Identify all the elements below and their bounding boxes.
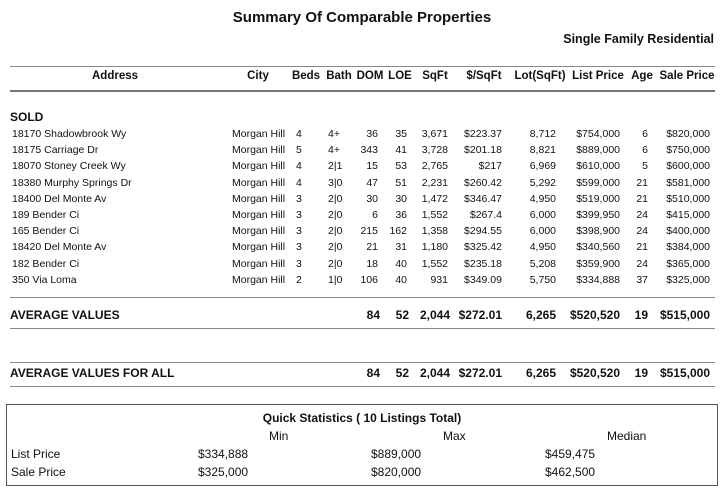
cell-list-price: $599,000 — [576, 176, 620, 189]
cell-loe: 40 — [395, 257, 407, 270]
quick-stats-row — [7, 447, 717, 463]
table-row — [0, 274, 724, 290]
cell-bath: 2|1 — [328, 160, 343, 173]
cell-age: 21 — [636, 176, 648, 189]
cell-loe: 40 — [395, 273, 407, 286]
cell-beds: 5 — [296, 144, 302, 157]
cell-per-sqft: $346.47 — [464, 192, 502, 205]
header-lot: Lot(SqFt) — [514, 70, 566, 82]
cell-bath: 2|0 — [328, 225, 343, 238]
cell-age: 21 — [636, 192, 648, 205]
cell-per-sqft: $260.42 — [464, 176, 502, 189]
cell-loe: 31 — [395, 241, 407, 254]
cell-bath: 2|0 — [328, 209, 343, 221]
cell-address: 18400 Del Monte Av — [12, 192, 107, 205]
cell-sqft: 1,180 — [421, 241, 448, 254]
average-all-list-price: $520,520 — [569, 366, 620, 380]
cell-address: 18175 Carriage Dr — [12, 144, 99, 157]
cell-city: Morgan Hill — [232, 209, 286, 221]
quick-stats-max-header: Max — [443, 429, 466, 443]
header-bath: Bath — [326, 70, 352, 82]
cell-bath: 2|0 — [328, 257, 343, 270]
average-all-age: 19 — [634, 366, 648, 380]
table-row — [0, 258, 724, 274]
cell-age: 6 — [642, 128, 648, 140]
cell-per-sqft: $223.37 — [464, 128, 502, 140]
cell-bath: 3|0 — [328, 176, 343, 189]
cell-dom: 106 — [360, 273, 378, 286]
cell-sale-price: $325,000 — [666, 273, 710, 286]
cell-sqft: 931 — [430, 273, 448, 286]
cell-sale-price: $581,000 — [666, 176, 710, 189]
cell-per-sqft: $217 — [478, 160, 502, 173]
table-row — [0, 144, 724, 160]
cell-sale-price: $365,000 — [666, 257, 710, 270]
cell-lot: 5,292 — [529, 176, 556, 189]
cell-city: Morgan Hill — [232, 160, 286, 173]
cell-city: Morgan Hill — [232, 176, 286, 189]
cell-sale-price: $600,000 — [666, 160, 710, 173]
cell-city: Morgan Hill — [232, 128, 286, 140]
cell-beds: 4 — [296, 176, 302, 189]
cell-list-price: $359,900 — [576, 257, 620, 270]
cell-sqft: 2,765 — [421, 160, 448, 173]
cell-address: 350 Via Loma — [12, 273, 77, 286]
cell-age: 24 — [636, 225, 648, 238]
cell-loe: 51 — [395, 176, 407, 189]
table-row — [0, 209, 724, 225]
table-row — [0, 225, 724, 241]
cell-city: Morgan Hill — [232, 225, 286, 238]
cell-loe: 30 — [395, 192, 407, 205]
cell-lot: 4,950 — [529, 241, 556, 254]
cell-loe: 41 — [395, 144, 407, 157]
cell-dom: 47 — [366, 176, 378, 189]
average-all-sqft: 2,044 — [419, 366, 450, 380]
quick-stats-min: $325,000 — [198, 465, 249, 479]
cell-lot: 8,821 — [529, 144, 556, 157]
average-dom: 84 — [366, 308, 380, 322]
cell-loe: 162 — [389, 225, 407, 238]
table-row — [0, 193, 724, 209]
average-all-dom: 84 — [366, 366, 380, 380]
cell-per-sqft: $349.09 — [464, 273, 502, 286]
cell-sale-price: $384,000 — [666, 241, 710, 254]
cell-lot: 6,000 — [529, 225, 556, 238]
quick-stats-label: Sale Price — [11, 465, 66, 479]
cell-bath: 2|0 — [328, 192, 343, 205]
quick-stats-min: $334,888 — [198, 447, 249, 461]
cell-age: 21 — [636, 241, 648, 254]
cell-beds: 3 — [296, 225, 302, 238]
cell-dom: 6 — [372, 209, 378, 221]
cell-age: 37 — [636, 273, 648, 286]
cell-list-price: $519,000 — [576, 192, 620, 205]
divider — [10, 328, 715, 329]
cell-per-sqft: $294.55 — [464, 225, 502, 238]
divider — [10, 386, 715, 387]
header-sqft: SqFt — [422, 70, 448, 82]
table-row — [0, 177, 724, 193]
cell-beds: 3 — [296, 257, 302, 270]
cell-dom: 18 — [366, 257, 378, 270]
table-row — [0, 160, 724, 176]
section-label: SOLD — [10, 110, 44, 124]
cell-bath: 4+ — [328, 128, 340, 140]
cell-sqft: 1,358 — [421, 225, 448, 238]
cell-beds: 3 — [296, 209, 302, 221]
quick-statistics-box — [6, 404, 718, 486]
cell-per-sqft: $235.18 — [464, 257, 502, 270]
header-per-sqft: $/SqFt — [466, 70, 502, 82]
cell-lot: 5,750 — [529, 273, 556, 286]
average-age: 19 — [634, 308, 648, 322]
average-values-row — [0, 308, 724, 324]
cell-list-price: $334,888 — [576, 273, 620, 286]
cell-dom: 21 — [366, 241, 378, 254]
quick-statistics-title: Quick Statistics ( 10 Listings Total) — [262, 411, 462, 425]
divider — [10, 66, 715, 67]
average-all-lot: 6,265 — [525, 366, 556, 380]
cell-list-price: $754,000 — [576, 128, 620, 140]
cell-list-price: $889,000 — [576, 144, 620, 157]
header-city: City — [247, 70, 269, 82]
cell-age: 24 — [636, 209, 648, 221]
cell-address: 182 Bender Ci — [12, 257, 80, 270]
average-values-all-row — [0, 366, 724, 382]
quick-stats-label: List Price — [11, 447, 61, 461]
cell-address: 18070 Stoney Creek Wy — [12, 160, 126, 173]
cell-dom: 15 — [366, 160, 378, 173]
cell-city: Morgan Hill — [232, 241, 286, 254]
cell-per-sqft: $267.4 — [469, 209, 502, 221]
divider — [10, 362, 715, 363]
cell-beds: 3 — [296, 192, 302, 205]
average-all-label: AVERAGE VALUES FOR ALL — [10, 366, 175, 380]
cell-per-sqft: $201.18 — [464, 144, 502, 157]
cell-sale-price: $510,000 — [666, 192, 710, 205]
cell-sale-price: $400,000 — [666, 225, 710, 238]
table-row — [0, 128, 724, 144]
cell-dom: 36 — [366, 128, 378, 140]
cell-loe: 35 — [395, 128, 407, 140]
cell-sale-price: $820,000 — [666, 128, 710, 140]
cell-loe: 53 — [395, 160, 407, 173]
quick-stats-median: $459,475 — [545, 447, 596, 461]
cell-age: 24 — [636, 257, 648, 270]
cell-age: 5 — [642, 160, 648, 173]
cell-beds: 4 — [296, 160, 302, 173]
cell-dom: 30 — [366, 192, 378, 205]
cell-dom: 215 — [360, 225, 378, 238]
cell-loe: 36 — [395, 209, 407, 221]
cell-lot: 4,950 — [529, 192, 556, 205]
cell-address: 18420 Del Monte Av — [12, 241, 107, 254]
divider — [10, 90, 715, 92]
cell-city: Morgan Hill — [232, 273, 286, 286]
quick-stats-median-header: Median — [607, 429, 647, 443]
cell-city: Morgan Hill — [232, 257, 286, 270]
cell-beds: 4 — [296, 128, 302, 140]
average-sale-price: $515,000 — [659, 308, 710, 322]
average-lot: 6,265 — [525, 308, 556, 322]
header-beds: Beds — [291, 70, 321, 82]
cell-sqft: 1,552 — [421, 209, 448, 221]
average-all-loe: 52 — [395, 366, 409, 380]
cell-lot: 8,712 — [529, 128, 556, 140]
cell-sale-price: $415,000 — [666, 209, 710, 221]
cell-sqft: 3,728 — [421, 144, 448, 157]
cell-lot: 6,000 — [529, 209, 556, 221]
cell-age: 6 — [642, 144, 648, 157]
cell-list-price: $610,000 — [576, 160, 620, 173]
cell-lot: 5,208 — [529, 257, 556, 270]
cell-sqft: 1,552 — [421, 257, 448, 270]
page-title: Summary Of Comparable Properties — [232, 9, 492, 26]
quick-stats-row — [7, 465, 717, 481]
divider — [10, 297, 715, 298]
cell-sqft: 3,671 — [421, 128, 448, 140]
cell-address: 165 Bender Ci — [12, 225, 80, 238]
cell-bath: 4+ — [328, 144, 340, 157]
cell-list-price: $399,950 — [576, 209, 620, 221]
quick-stats-median: $462,500 — [545, 465, 596, 479]
cell-per-sqft: $325.42 — [464, 241, 502, 254]
cell-sale-price: $750,000 — [666, 144, 710, 157]
cell-address: 18170 Shadowbrook Wy — [12, 128, 127, 140]
cell-bath: 2|0 — [328, 241, 343, 254]
header-age: Age — [631, 70, 653, 82]
header-sale-price: Sale Price — [659, 70, 715, 82]
average-all-per-sqft: $272.01 — [458, 366, 502, 380]
cell-city: Morgan Hill — [232, 192, 286, 205]
header-dom: DOM — [356, 70, 384, 82]
header-loe: LOE — [388, 70, 412, 82]
header-list-price: List Price — [572, 70, 624, 82]
cell-sqft: 1,472 — [421, 192, 448, 205]
page-subtitle: Single Family Residential — [563, 32, 714, 46]
table-row — [0, 241, 724, 257]
cell-beds: 3 — [296, 241, 302, 254]
cell-list-price: $398,900 — [576, 225, 620, 238]
cell-lot: 6,969 — [529, 160, 556, 173]
average-per-sqft: $272.01 — [458, 308, 502, 322]
cell-list-price: $340,560 — [576, 241, 620, 254]
cell-city: Morgan Hill — [232, 144, 286, 157]
header-address: Address — [91, 70, 139, 82]
cell-address: 18380 Murphy Springs Dr — [12, 176, 132, 189]
average-all-sale-price: $515,000 — [659, 366, 710, 380]
average-loe: 52 — [395, 308, 409, 322]
cell-beds: 2 — [296, 273, 302, 286]
cell-sqft: 2,231 — [421, 176, 448, 189]
cell-dom: 343 — [360, 144, 378, 157]
average-sqft: 2,044 — [419, 308, 450, 322]
cell-address: 189 Bender Ci — [12, 209, 80, 221]
average-label: AVERAGE VALUES — [10, 308, 120, 322]
cell-bath: 1|0 — [328, 273, 343, 286]
quick-stats-max: $889,000 — [371, 447, 422, 461]
quick-stats-max: $820,000 — [371, 465, 422, 479]
quick-stats-min-header: Min — [269, 429, 289, 443]
average-list-price: $520,520 — [569, 308, 620, 322]
